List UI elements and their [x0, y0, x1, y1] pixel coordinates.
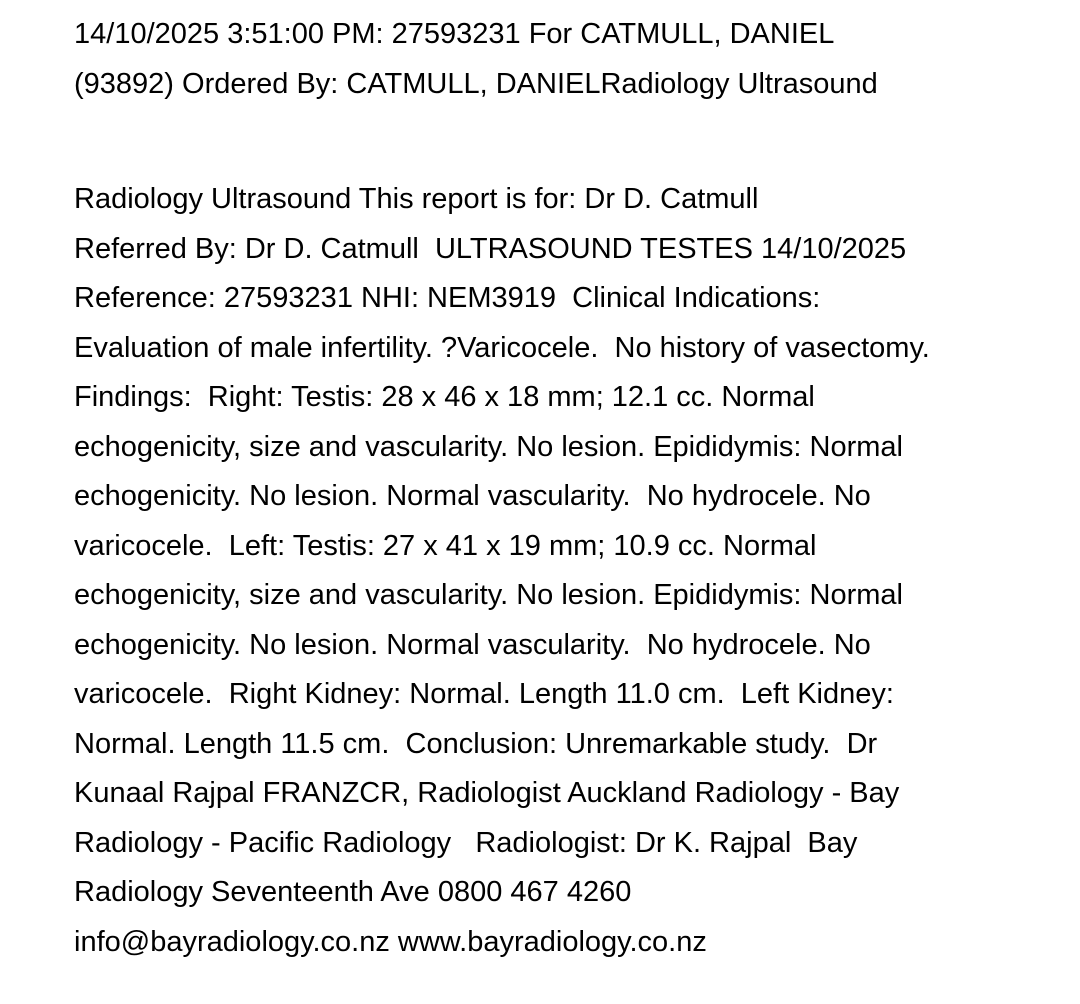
report-body-line: echogenicity, size and vascularity. No lesion. Epididymis: Normal	[74, 579, 903, 611]
report-body-line: varicocele. Left: Testis: 27 x 41 x 19 mm; 10.9 cc. Normal	[74, 529, 817, 562]
report-body-line: Normal. Length 11.5 cm. Conclusion: Unremarkable study. Dr	[74, 727, 878, 760]
report-header-line: (93892) Ordered By: CATMULL, DANIELRadiology Ultrasound	[74, 67, 878, 100]
report-body-line: Referred By: Dr D. Catmull ULTRASOUND TESTES 14/10/2025	[74, 232, 907, 265]
report-header	[74, 10, 1040, 109]
report-body-line: Radiology - Pacific Radiology Radiologist: Dr K. Rajpal Bay	[74, 826, 858, 859]
report-body-line: Kunaal Rajpal FRANZCR, Radiologist Auckland Radiology - Bay	[74, 777, 900, 809]
report-body-line: Radiology Seventeenth Ave 0800 467 4260	[74, 876, 632, 908]
report-body-line: varicocele. Right Kidney: Normal. Length 11.0 cm. Left Kidney:	[74, 678, 894, 710]
report-body-line: info@bayradiology.co.nz www.bayradiology.co.nz	[74, 925, 707, 958]
report-body-line: Findings: Right: Testis: 28 x 46 x 18 mm; 12.1 cc. Normal	[74, 381, 815, 413]
report-body	[74, 175, 1040, 967]
report-header-line: 14/10/2025 3:51:00 PM: 27593231 For CATMULL, DANIEL	[74, 18, 835, 50]
report-body-line: echogenicity, size and vascularity. No lesion. Epididymis: Normal	[74, 430, 903, 463]
report-body-line: Reference: 27593231 NHI: NEM3919 Clinical Indications:	[74, 282, 821, 314]
report-body-line: Evaluation of male infertility. ?Varicocele. No history of vasectomy.	[74, 331, 930, 364]
report-body-line: echogenicity. No lesion. Normal vascularity. No hydrocele. No	[74, 480, 871, 512]
report-body-line: Radiology Ultrasound This report is for: Dr D. Catmull	[74, 183, 759, 215]
report-body-line: echogenicity. No lesion. Normal vascularity. No hydrocele. No	[74, 628, 871, 661]
